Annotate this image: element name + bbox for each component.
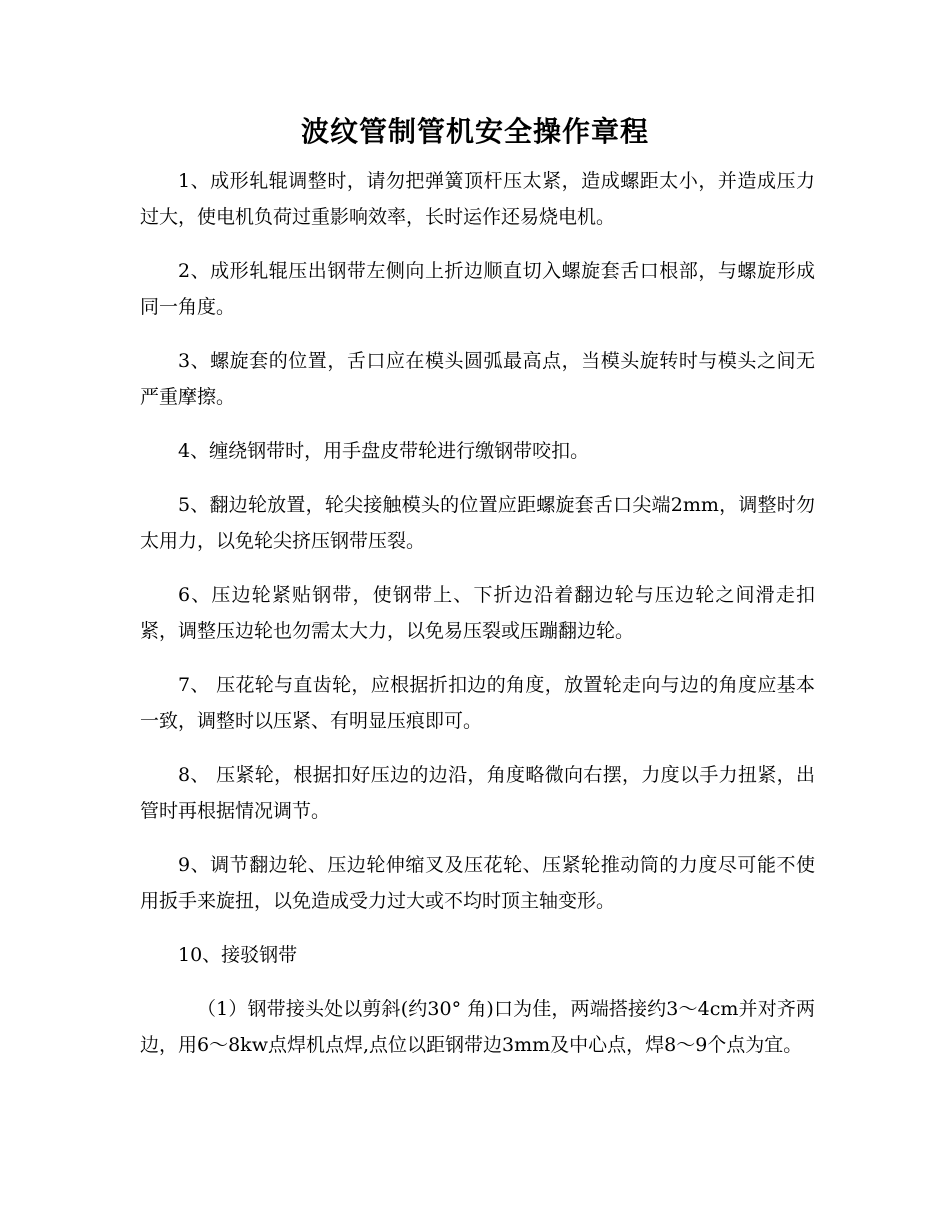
paragraph-3: 3、螺旋套的位置，舌口应在模头圆弧最高点，当模头旋转时与模头之间无严重摩擦。 (140, 350, 815, 408)
paragraph-6: 6、压边轮紧贴钢带，使钢带上、下折边沿着翻边轮与压边轮之间滑走扣紧，调整压边轮也勿需太大力，以免易压裂或压蹦翻边轮。 (140, 584, 815, 642)
paragraph-8: 8、 压紧轮，根据扣好压边的边沿，角度略微向右摆，力度以手力扭紧，出管时再根据情况调节。 (140, 764, 815, 822)
document-title: 波纹管制管机安全操作章程 (300, 115, 649, 148)
document-body (140, 163, 815, 1081)
paragraph-10: 10、接驳钢带 (178, 944, 298, 966)
paragraph-1: 1、成形轧辊调整时，请勿把弹簧顶杆压太紧，造成螺距太小，并造成压力过大，使电机负荷过重影响效率，长时运作还易烧电机。 (140, 170, 815, 228)
paragraph-10-1: （1）钢带接头处以剪斜(约30° 角)口为佳，两端搭接约3～4cm并对齐两边，用6～8kw点焊机点焊,点位以距钢带边3mm及中心点，焊8～9个点为宜。 (140, 998, 815, 1056)
paragraph-4: 4、缠绕钢带时，用手盘皮带轮进行缴钢带咬扣。 (178, 440, 590, 462)
paragraph-5: 5、翻边轮放置，轮尖接触模头的位置应距螺旋套舌口尖端2mm，调整时勿太用力，以免轮尖挤压钢带压裂。 (140, 494, 815, 552)
paragraph-9: 9、调节翻边轮、压边轮伸缩叉及压花轮、压紧轮推动筒的力度尽可能不使用扳手来旋扭，以免造成受力过大或不均时顶主轴变形。 (140, 854, 815, 912)
paragraph-7: 7、 压花轮与直齿轮，应根据折扣边的角度，放置轮走向与边的角度应基本一致，调整时以压紧、有明显压痕即可。 (140, 674, 815, 732)
paragraph-2: 2、成形轧辊压出钢带左侧向上折边顺直切入螺旋套舌口根部，与螺旋形成同一角度。 (140, 260, 815, 318)
